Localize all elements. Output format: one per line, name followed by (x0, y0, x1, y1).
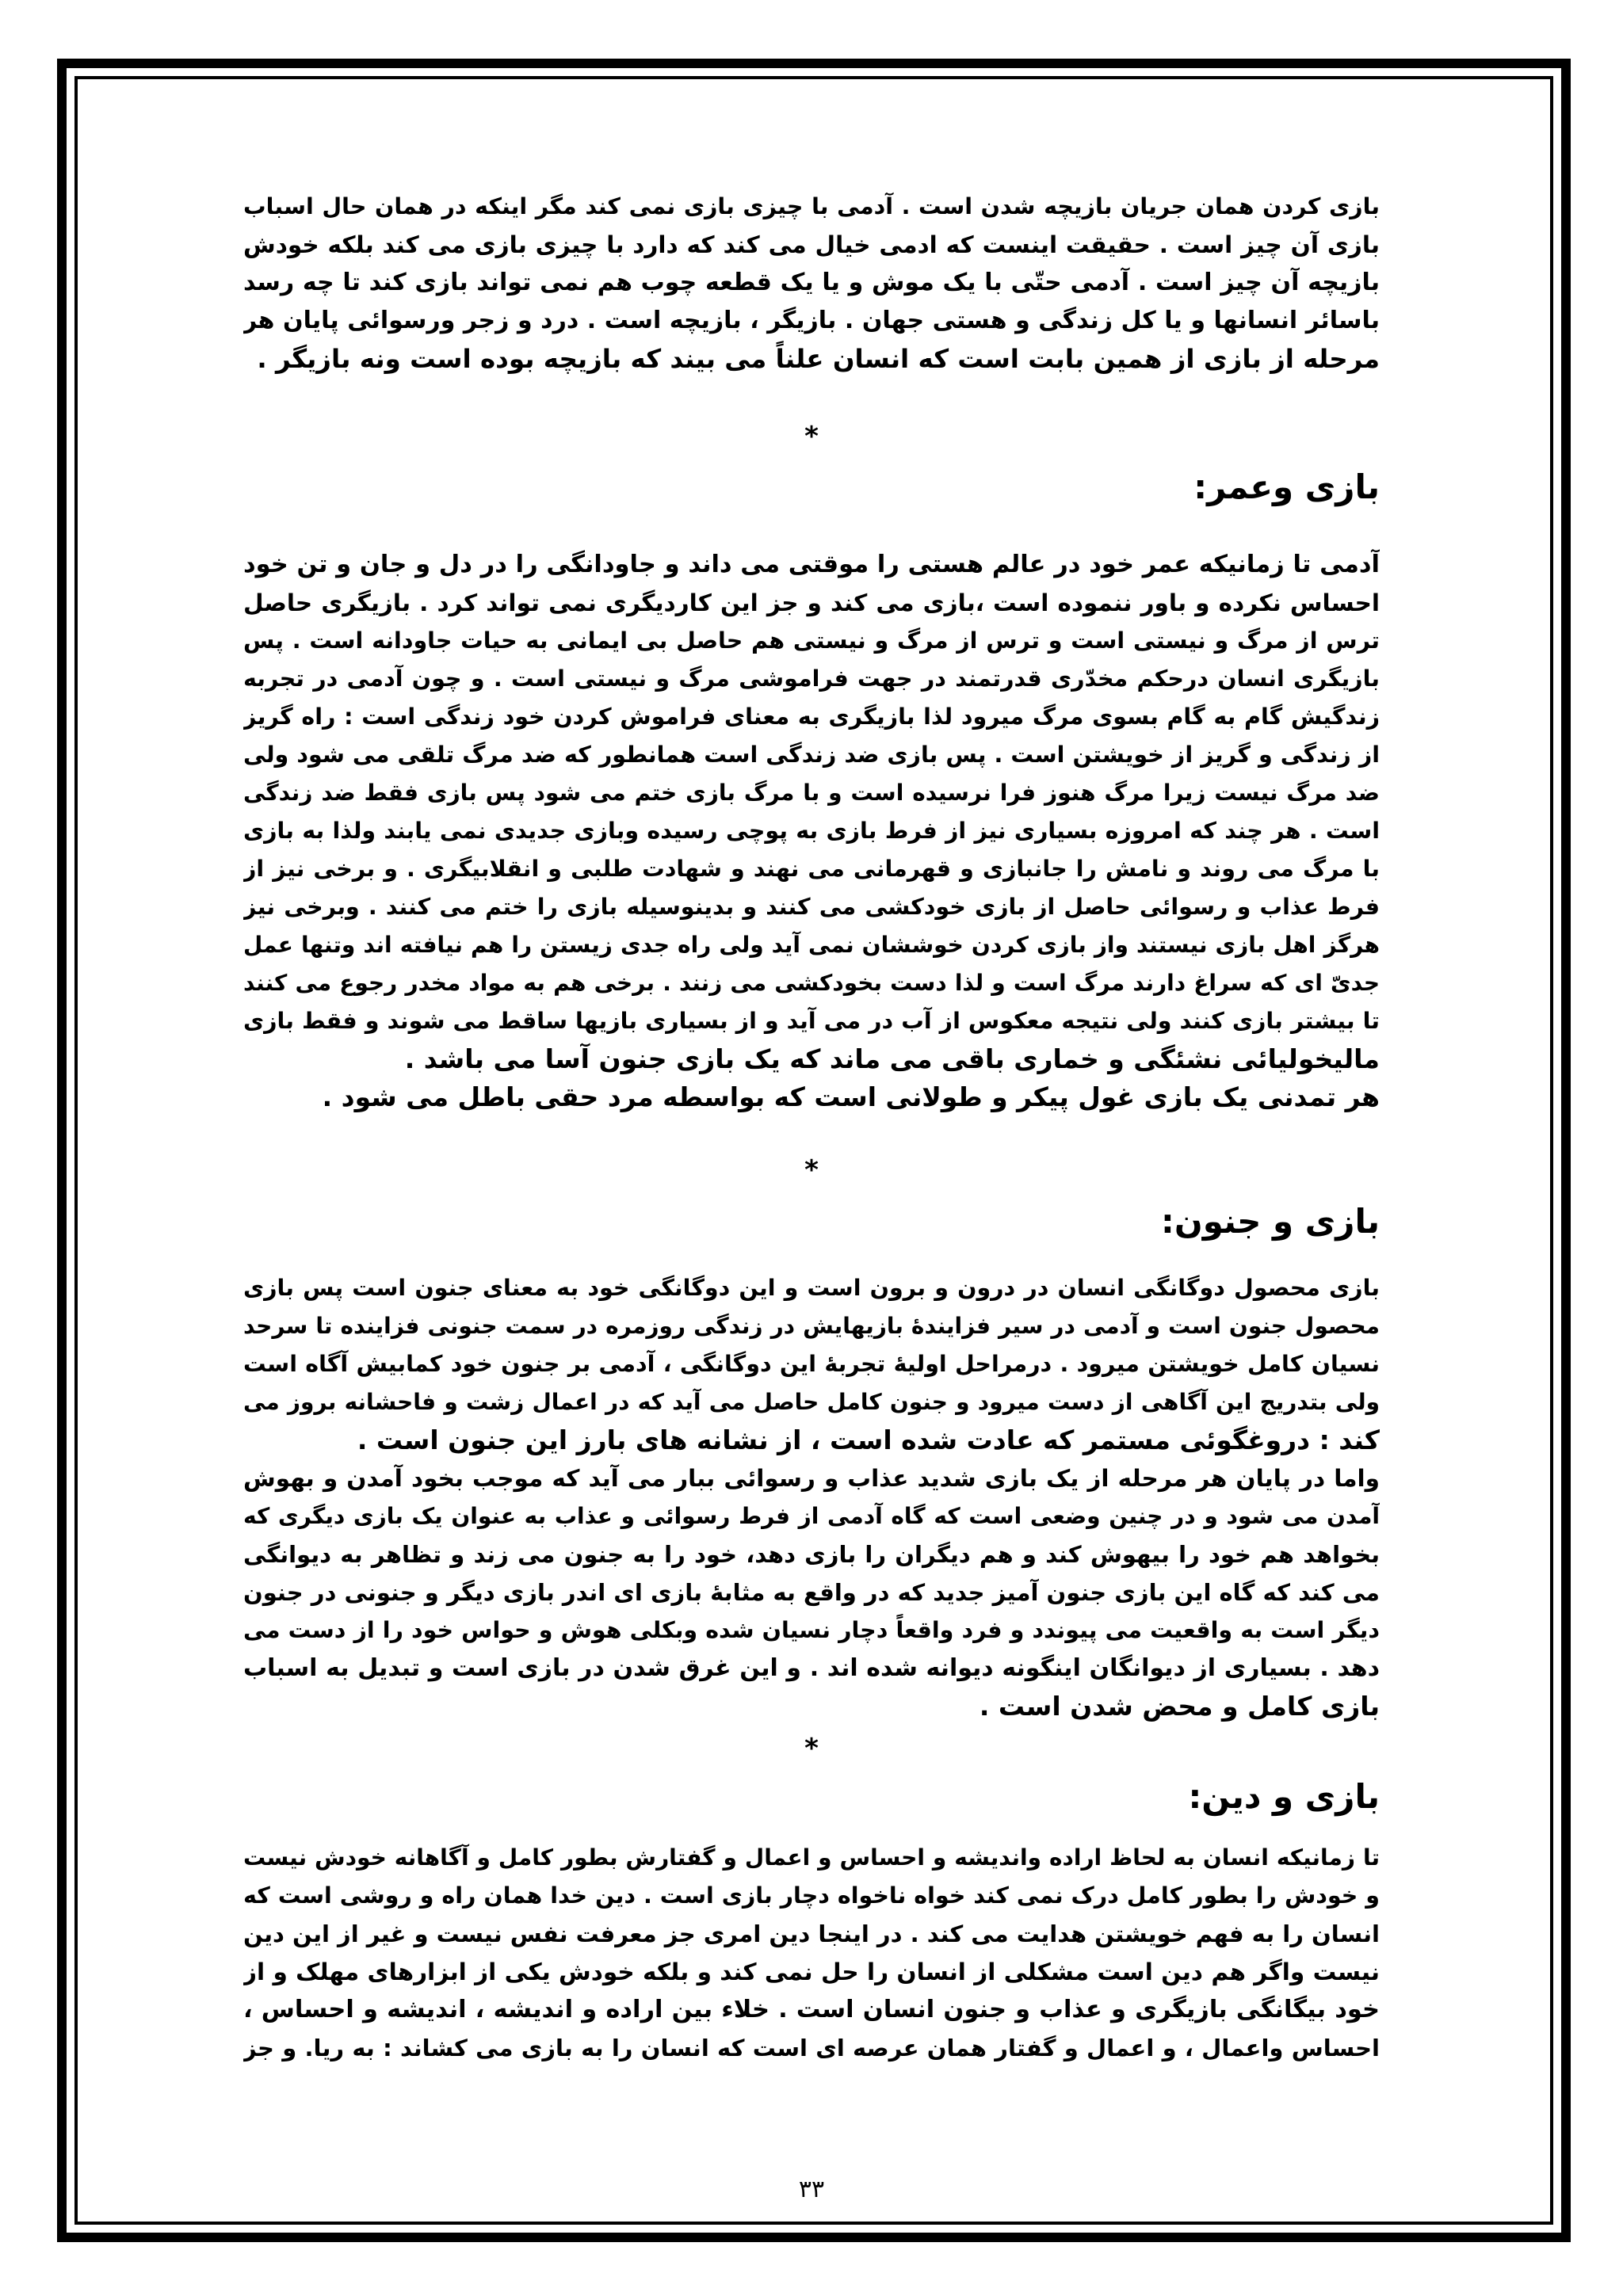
paragraph (243, 1459, 1380, 1726)
text-line: آمدن می شود و در چنین وضعی است که گاه آدمی از فرط رسوائی و عذاب به عنوان یک بازی دیگری که (243, 1503, 1380, 1529)
text-line: بازیگری انسان درحکم مخدّری قدرتمند در جهت فراموشی مرگ و نیستی است . و چون آدمی در تجربه (243, 666, 1380, 692)
text-line: مرحله از بازی از همین بابت است که انسان علناً می بیند که بازیچه بوده است ونه بازیگر . (257, 344, 1380, 374)
text-line: نسیان کامل خویشتن میرود . درمراحل اولیهٔ تجربهٔ این دوگانگی ، آدمی بر جنون خود کمابیش آگاه است (243, 1351, 1380, 1377)
text-line: فرط عذاب و رسوائی حاصل از بازی خودکشی می کنند و بدینوسیله بازی را ختم می کنند . وبرخی نیز (243, 894, 1380, 920)
section-separator: * (804, 1154, 819, 1186)
section-heading: بازی و دین: (1188, 1777, 1380, 1816)
text-line: هرگز اهل بازی نیستند واز بازی کردن خوششان نمی آید ولی راه جدی زیستن را هم نیافته اند وتنها عمل (243, 932, 1380, 958)
text-line: مالیخولیائی نشئگی و خماری باقی می ماند که یک بازی جنون آسا می باشد . (404, 1043, 1380, 1074)
section-separator: * (804, 421, 819, 452)
text-line: احساس واعمال ، و اعمال و گفتار همان عرصه ای است که انسان را به بازی می کشاند : به ریا. و جز (243, 2035, 1380, 2061)
text-line: خود بیگانگی بازیگری و عذاب و جنون انسان است . خلاء بین اراده و اندیشه ، اندیشه و احساس ، (243, 1996, 1380, 2023)
text-line: بازی آن چیز است . حقیقت اینست که ادمی خیال می کند که دارد با چیزی بازی می کند بلکه خودش (243, 231, 1380, 258)
text-line: و خودش را بطور کامل درک نمی کند خواه ناخواه دچار بازی است . دین خدا همان راه و روشی است که (243, 1882, 1380, 1909)
text-line: ترس از مرگ و نیستی است و ترس از مرگ و نیستی هم حاصل بی ایمانی به حیات جاودانه است . پس (243, 627, 1380, 654)
text-line: واما در پایان هر مرحله از یک بازی شدید عذاب و رسوائی ببار می آید که موجب بخود آمدن و بهوش (243, 1465, 1380, 1492)
text-line: آدمی تا زمانیکه عمر خود در عالم هستی را موقتی می داند و جاودانگی را در دل و جان و تن خود (243, 551, 1380, 578)
section-heading: بازی و جنون: (1161, 1202, 1380, 1241)
text-line: تا بیشتر بازی کنند ولی نتیجه معکوس از آب در می آید و از بسیاری بازیها ساقط می شوند و فقط بازی (243, 1008, 1380, 1034)
text-line: هر تمدنی یک بازی غول پیکر و طولانی است که بواسطه مرد حقی باطل می شود . (322, 1081, 1380, 1112)
text-line: ولی بتدریج این آگاهی از دست میرود و جنون کامل حاصل می آید که در اعمال زشت و فاحشانه بروز می (243, 1389, 1380, 1415)
text-line: دیگر است به واقعیت می پیوندد و فرد واقعاً دچار نسیان شده وبکلی هوش و حواس خود را از دست می (243, 1617, 1380, 1643)
text-line: باسائر انسانها و یا کل زندگی و هستی جهان . بازیگر ، بازیچه است . درد و زجر ورسوائی پایان هر (243, 307, 1380, 334)
intro-paragraph (243, 188, 1380, 378)
text-line: ضد مرگ نیست زیرا مرگ هنوز فرا نرسیده است و با مرگ بازی ختم می شود پس بازی فقط ضد زندگی (243, 780, 1380, 806)
section-separator: * (804, 1733, 819, 1764)
section-body (243, 1269, 1380, 1726)
text-line: زندگیش گام به گام بسوی مرگ میرود لذا بازیگری به معنای فراموش کردن خود زندگی است : راه گریز (243, 704, 1380, 730)
section-heading: بازی وعمر: (1193, 467, 1380, 506)
text-line: احساس نکرده و باور ننموده است ،بازی می کند و جز این کاردیگری نمی تواند کرد . بازیگری حاصل (243, 589, 1380, 616)
text-line: با مرگ می روند و نامش را جانبازی و قهرمانی می نهند و شهادت طلبی و انقلابیگری . و برخی نیز از (243, 856, 1380, 882)
text-line: می کند که گاه این بازی جنون آمیز جدید که در واقع به مثابهٔ بازی ای اندر بازی دیگر و جنونی در جنون (243, 1579, 1380, 1606)
paragraph (243, 1078, 1380, 1116)
text-line: بخواهد هم خود را بیهوش کند و هم دیگران را بازی دهد، خود را به جنون می زند و تظاهر به دیوانگی (243, 1541, 1380, 1568)
text-line: کند : دروغگوئی مستمر که عادت شده است ، از نشانه های بارز این جنون است . (357, 1425, 1380, 1455)
text-line: بازی محصول دوگانگی انسان در درون و برون است و این دوگانگی خود به معنای جنون است پس بازی (243, 1275, 1380, 1301)
text-line: بازی کامل و محض شدن است . (979, 1691, 1380, 1722)
paragraph (243, 546, 1380, 1078)
text-line: بازی کردن همان جریان بازیچه شدن است . آدمی با چیزی بازی نمی کند مگر اینکه در همان حال اسباب (243, 193, 1380, 219)
text-line: انسان را به فهم خویشتن هدایت می کند . در اینجا دین امری جز معرفت نفس نیست و غیر از این دین (243, 1920, 1380, 1947)
section-body (243, 546, 1380, 1116)
text-line: بازیچه آن چیز است . آدمی حتّی با یک موش و یا یک قطعه چوب هم نمی تواند بازی کند تا چه رسد (243, 269, 1380, 296)
text-line: نیست واگر هم دین است مشکلی از انسان را حل نمی کند و بلکه خودش یکی از ابزارهای مهلک و از (243, 1958, 1380, 1985)
text-line: محصول جنون است و آدمی در سیر فزایندهٔ بازیهایش در زندگی روزمره در سمت جنونی فزاینده تا سرحد (243, 1313, 1380, 1339)
text-line: است . هر چند که امروزه بسیاری نیز از فرط بازی به پوچی رسیده وبازی جدیدی نمی یابند ولذا به بازی (243, 818, 1380, 844)
text-line: دهد . بسیاری از دیوانگان اینگونه دیوانه شده اند . و این غرق شدن در بازی است و تبدیل به اسباب (243, 1654, 1380, 1682)
text-line: جدیّ ای که سراغ دارند مرگ است و لذا دست بخودکشی می زنند . برخی هم به مواد مخدر رجوع می کنند (243, 970, 1380, 996)
text-line: تا زمانیکه انسان به لحاظ اراده واندیشه و احساس و اعمال و گفتارش بطور کامل و آگاهانه خودش نیست (243, 1844, 1380, 1871)
paragraph (243, 1269, 1380, 1459)
paragraph (243, 1839, 1380, 2067)
page-number: ۳۳ (798, 2176, 825, 2203)
text-line: از زندگی و گریز از خویشتن است . پس بازی ضد زندگی است همانطور که ضد مرگ تلقی می شود ولی (243, 742, 1380, 768)
section-body (243, 1839, 1380, 2067)
